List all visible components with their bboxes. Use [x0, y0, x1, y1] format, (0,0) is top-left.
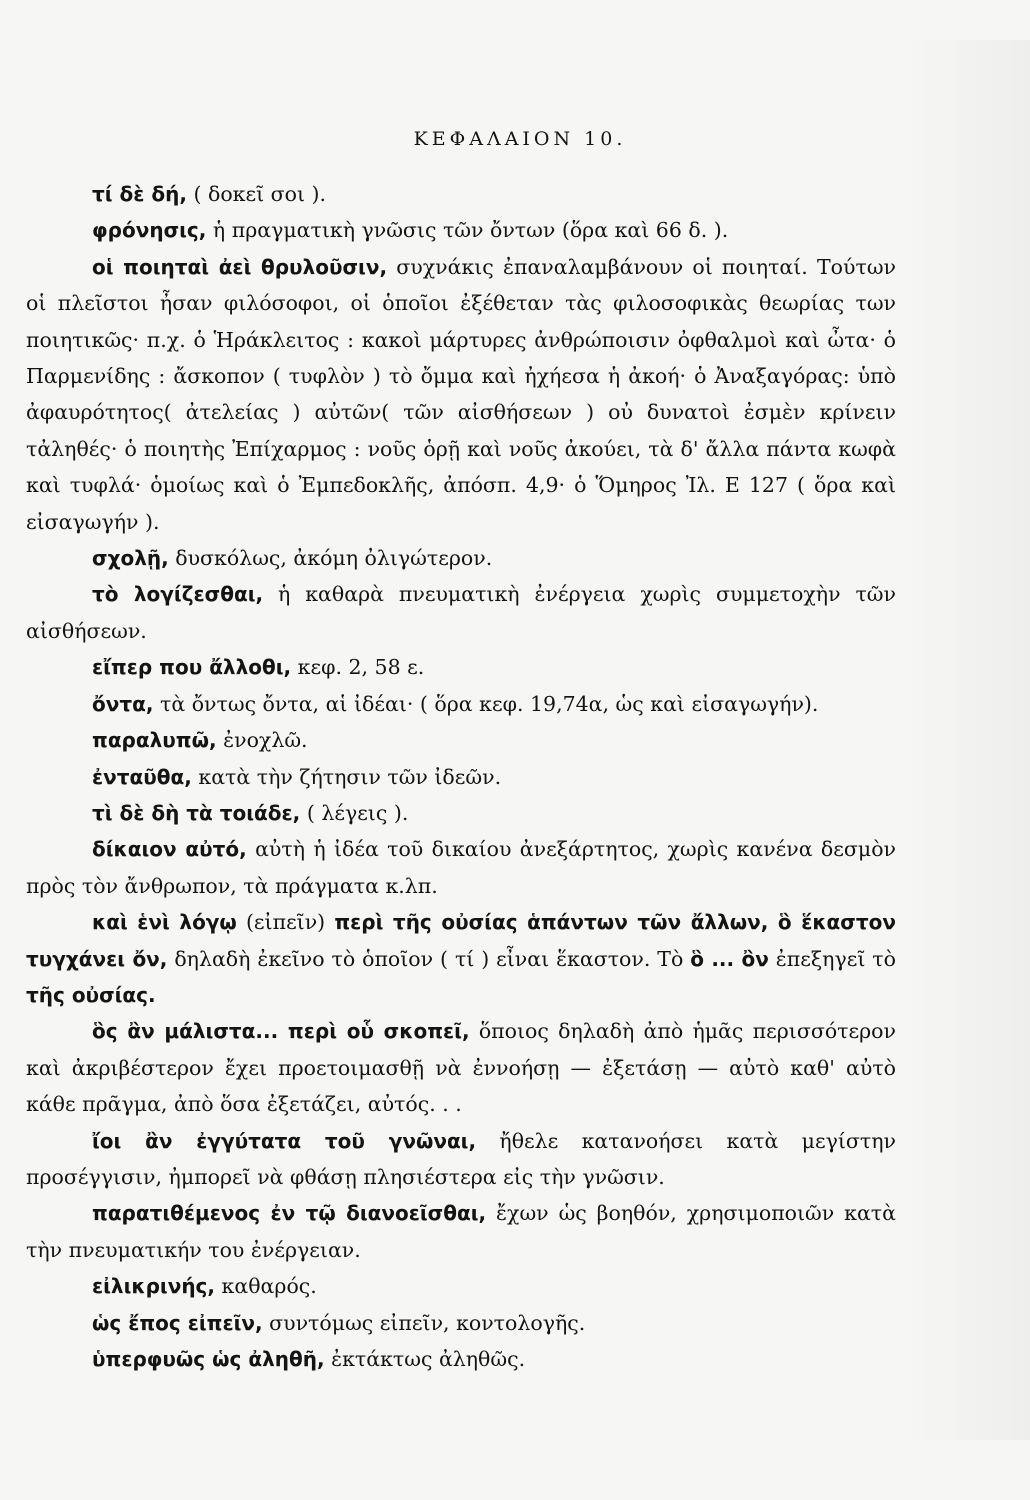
entry-lemma: παρατιθέμενος ἐν τῷ διανοεῖσθαι, [92, 1201, 487, 1226]
entry-gloss: τὰ ὄντως ὄντα, αἱ ἰδέαι· ( ὅρα κεφ. 19,74α, ὡς καὶ εἰσαγωγήν). [160, 691, 819, 716]
glossary-entries [26, 176, 896, 1377]
glossary-entry [26, 831, 896, 904]
entry-gloss: ( λέγεις ). [306, 800, 409, 825]
entry-lemma: ὑπερφυῶς ὡς ἀληθῆ, [92, 1347, 325, 1371]
glossary-entry [26, 1268, 896, 1304]
glossary-entry [26, 1195, 896, 1268]
entry-gloss: ἡ καθαρὰ πνευματικὴ ἐνέργεια χωρὶς συμμετοχὴν τῶν αἰσθήσεων. [26, 582, 896, 643]
entry-gloss: ἐκτάκτως ἀληθῶς. [331, 1347, 526, 1371]
glossary-entry [26, 576, 896, 649]
entry-lemma: εἰλικρινής, [92, 1274, 216, 1299]
entry-lemma: οἱ ποιηταὶ ἀεὶ θρυλοῦσιν, [92, 254, 388, 279]
glossary-entry [26, 759, 896, 795]
entry-lemma: καὶ ἑνὶ λόγῳ [92, 910, 237, 935]
glossary-entry [26, 1013, 896, 1122]
entry-gloss: ἡ πραγματικὴ γνῶσις τῶν ὄντων (ὅρα καὶ 66 δ. ). [212, 218, 729, 243]
entry-gloss: συχνάκις ἐπαναλαμβάνουν οἱ ποιηταί. Τούτων οἱ πλεῖστοι ἦσαν φιλόσοφοι, οἱ ὁποῖοι ἐξέθεταν τὰς φιλοσοφικὰς θεωρίας των ποιητικῶς· π.χ. ὁ Ἡράκλειτος : κακοὶ μάρτυρες ἀνθρώποισιν ὀφθαλμοὶ καὶ ὦτα· ὁ Παρμενίδης : ἄσκοπον ( τυφλὸν ) τὸ ὄμμα καὶ ἠχήεσα ἡ ἀκοή· ὁ Ἀναξαγόρας: ὑπὸ ἀφαυρότητος( ἀτελείας ) αὐτῶν( τῶν αἰσθήσεων ) οὐ δυνατοὶ ἐσμὲν κρίνειν τἀληθές· ὁ ποιητὴς Ἐπίχαρμος : νοῦς ὁρῇ καὶ νοῦς ἀκούει, τὰ δ' ἄλλα πάντα κωφὰ καὶ τυφλά· ὁμοίως καὶ ὁ Ἐμπεδοκλῆς, ἀπόσπ. 4,9· ὁ Ὅμηρος Ἰλ. Ε 127 ( ὅρα καὶ εἰσαγωγήν ). [26, 254, 896, 534]
entry-gloss: κεφ. 2, 58 ε. [297, 655, 425, 680]
entry-lemma: παραλυπῶ, [92, 728, 217, 753]
entry-lemma: ὃ ... ὂν [690, 946, 769, 971]
entry-lemma: ἐνταῦθα, [92, 764, 192, 789]
entry-lemma: τί δὲ δή, [92, 182, 187, 206]
chapter-heading: ΚΕΦΑΛΑΙΟΝ 10. [413, 128, 627, 150]
entry-lemma: τὶ δὲ δὴ τὰ τοιάδε, [92, 800, 301, 825]
glossary-entry [26, 1305, 896, 1341]
entry-gloss: ἤθελε κατανοήσει κατὰ μεγίστην προσέγγισιν, ἠμπορεῖ νὰ φθάσῃ πλησιέστερα εἰς τὴν γνῶσιν. [26, 1128, 896, 1189]
entry-gloss: δηλαδὴ ἐκεῖνο τὸ ὁποῖον ( τί ) εἶναι ἕκαστον. Τὸ [174, 946, 684, 971]
glossary-entry [26, 1123, 896, 1196]
entry-lemma: τῆς οὐσίας. [26, 982, 156, 1007]
entry-lemma: ὡς ἔπος εἰπεῖν, [92, 1310, 263, 1335]
entry-gloss: ( δοκεῖ σοι ). [193, 182, 327, 206]
entry-lemma: περὶ τῆς οὐσίας ἁπάντων τῶν ἄλλων, ὃ ἕκαστον τυγχάνει ὄν, [26, 910, 896, 971]
entry-lemma: ὄντα, [92, 691, 154, 716]
entry-gloss: συντόμως εἰπεῖν, κοντολογῆς. [269, 1310, 586, 1335]
entry-lemma: δίκαιον αὐτό, [92, 837, 247, 862]
glossary-entry [26, 1341, 896, 1377]
entry-lemma: ὃς ἂν μάλιστα... περὶ οὗ σκοπεῖ, [92, 1019, 470, 1044]
glossary-entry [26, 249, 896, 540]
entry-gloss: αὐτὴ ἡ ἰδέα τοῦ δικαίου ἀνεξάρτητος, χωρὶς κανένα δεσμὸν πρὸς τὸν ἄνθρωπον, τὰ πράγματα κ.λπ. [26, 837, 896, 898]
entry-gloss: ὅποιος δηλαδὴ ἀπὸ ἡμᾶς περισσότερον καὶ ἀκριβέστερον ἔχει προετοιμασθῇ νὰ ἐννοήσῃ — ἐξετάσῃ — αὐτὸ καθ' αὐτὸ κάθε πρᾶγμα, ἀπὸ ὅσα ἐξετάζει, αὐτός. . . [26, 1019, 896, 1117]
glossary-entry [26, 649, 896, 685]
entry-gloss: δυσκόλως, ἀκόμη ὀλιγώτερον. [175, 546, 493, 571]
glossary-entry [26, 795, 896, 831]
entry-lemma: σχολῇ, [92, 546, 169, 571]
glossary-entry [26, 686, 896, 722]
entry-gloss: κατὰ τὴν ζήτησιν τῶν ἰδεῶν. [198, 764, 502, 789]
entry-gloss: ἐπεξηγεῖ τὸ [775, 946, 896, 971]
entry-gloss: ἐνοχλῶ. [223, 728, 308, 753]
entry-gloss: (εἰπεῖν) [245, 910, 326, 935]
glossary-entry [26, 904, 896, 1013]
entry-lemma: εἴπερ που ἄλλοθι, [92, 655, 292, 680]
glossary-entry [26, 722, 896, 758]
entry-lemma: ἴοι ἂν ἐγγύτατα τοῦ γνῶναι, [92, 1128, 477, 1153]
bleed-through-shadow [900, 40, 1030, 1440]
glossary-entry [26, 176, 896, 212]
entry-lemma: τὸ λογίζεσθαι, [92, 582, 264, 607]
entry-gloss: καθαρός. [221, 1274, 317, 1299]
glossary-entry [26, 212, 896, 248]
entry-gloss: ἔχων ὡς βοηθόν, χρησιμοποιῶν κατὰ τὴν πνευματικήν του ἐνέργειαν. [26, 1201, 896, 1262]
entry-lemma: φρόνησις, [92, 218, 207, 243]
glossary-entry [26, 540, 896, 576]
